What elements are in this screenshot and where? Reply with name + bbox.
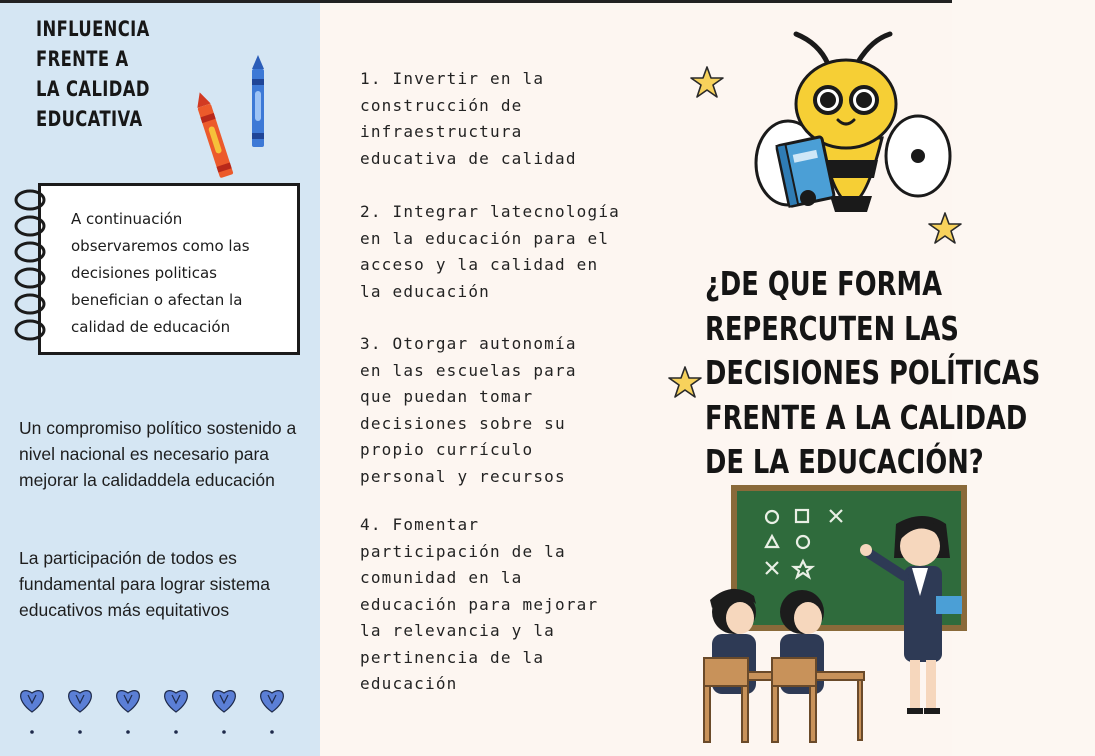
title-line: LA CALIDAD bbox=[36, 77, 150, 101]
title-line: INFLUENCIA FRENTE A bbox=[36, 17, 150, 71]
heart-icon bbox=[117, 691, 140, 734]
classroom-illustration bbox=[698, 488, 952, 756]
question-line: DECISIONES POLÍTICAS bbox=[705, 353, 1041, 392]
question-line: ¿DE QUE FORMA bbox=[705, 264, 942, 303]
heart-icon bbox=[165, 691, 188, 734]
spiral-binding-icon bbox=[8, 178, 58, 358]
hearts-decoration bbox=[18, 685, 308, 740]
heart-icon bbox=[213, 691, 236, 734]
intro-note-box bbox=[38, 183, 300, 355]
question-line: DE LA EDUCACIÓN? bbox=[705, 442, 984, 481]
heart-icon bbox=[69, 691, 92, 734]
participation-paragraph: La participación de todos es fundamental para lograr sistema educativos más equitativos bbox=[19, 548, 270, 620]
heart-icon bbox=[261, 691, 284, 734]
commitment-paragraph: Un compromiso político sostenido a nivel nacional es necesario para mejorar la calidaddela educación bbox=[19, 418, 297, 490]
question-line: REPERCUTEN LAS bbox=[705, 308, 959, 348]
bee-icon bbox=[750, 28, 952, 258]
step-4: 4. Fomentar participación de la comunidad en la educación para mejorar la relevancia y la pertinencia de la educación bbox=[360, 515, 599, 693]
question-line: FRENTE A LA CALIDAD bbox=[705, 397, 1028, 437]
star-icon bbox=[668, 366, 702, 398]
step-1: 1. Invertir en la construcción de infraestructura educativa de calidad bbox=[360, 69, 577, 168]
intro-note-text: A continuación observaremos como las decisiones politicas benefician o afectan la calidad de educación bbox=[71, 210, 250, 336]
step-3: 3. Otorgar autonomía en las escuelas para que puedan tomar decisiones sobre su propio currículo personal y recursos bbox=[360, 334, 577, 486]
step-2: 2. Integrar latecnología en la educación para el acceso y la calidad en la educación bbox=[360, 202, 620, 301]
star-icon bbox=[690, 66, 724, 98]
title-line: EDUCATIVA bbox=[36, 107, 143, 131]
heart-icon bbox=[21, 691, 44, 734]
crayon-icon bbox=[200, 55, 280, 180]
main-question bbox=[705, 262, 1095, 485]
brochure-title bbox=[36, 14, 215, 134]
